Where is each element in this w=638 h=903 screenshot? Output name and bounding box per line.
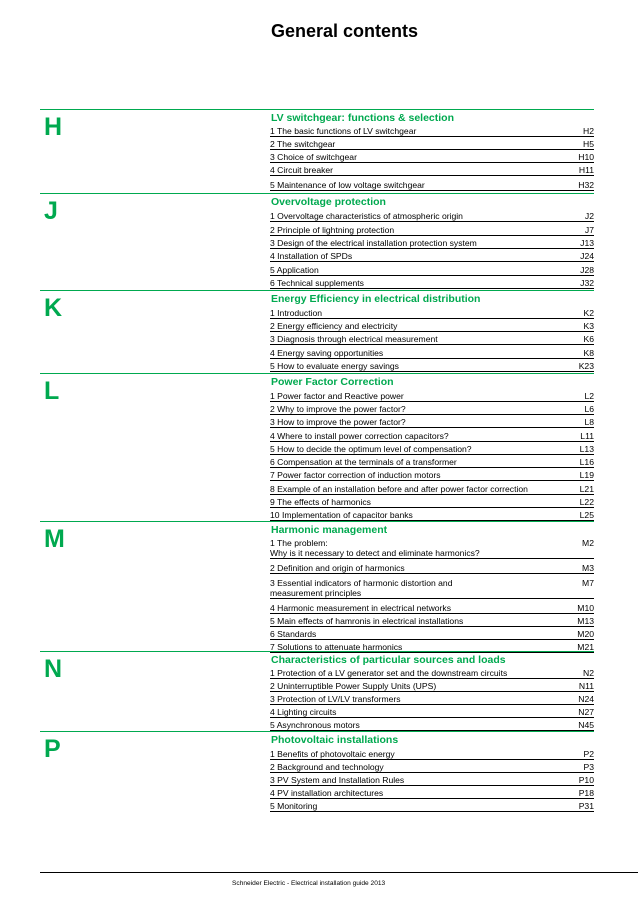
entry-title: 4 Installation of SPDs [270, 251, 353, 261]
entry-page-number: M2 [582, 538, 594, 548]
toc-entry[interactable] [270, 265, 594, 276]
toc-entry[interactable] [270, 470, 594, 481]
entry-page-number: N27 [578, 707, 594, 717]
toc-entry[interactable] [270, 444, 594, 455]
section-letter: M [44, 525, 65, 553]
toc-entry[interactable] [270, 497, 594, 508]
entry-page-number: L8 [584, 417, 594, 427]
entry-page-number: K3 [583, 321, 594, 331]
entry-title: 2 Background and technology [270, 762, 384, 772]
toc-entry[interactable] [270, 139, 594, 150]
entry-title: 5 Asynchronous motors [270, 720, 360, 730]
toc-entry[interactable] [270, 308, 594, 319]
toc-entry[interactable] [270, 180, 594, 191]
entry-page-number: J13 [580, 238, 594, 248]
toc-entry[interactable] [270, 391, 594, 402]
entry-page-number: J7 [584, 225, 594, 235]
entry-page-number: L21 [579, 484, 594, 494]
entry-title: 4 Lighting circuits [270, 707, 337, 717]
entry-title: 1 Benefits of photovoltaic energy [270, 749, 395, 759]
toc-entry[interactable] [270, 417, 594, 428]
toc-entry[interactable] [270, 788, 594, 799]
entry-title: 1 The problem: [270, 538, 328, 548]
section-title[interactable]: Overvoltage protection [271, 196, 386, 208]
entry-title: 4 Circuit breaker [270, 165, 334, 175]
entry-page-number: L19 [579, 470, 594, 480]
entry-page-number: L25 [579, 510, 594, 520]
toc-entry[interactable] [270, 165, 594, 176]
entry-page-number: J24 [580, 251, 594, 261]
entry-title: 1 Introduction [270, 308, 323, 318]
section-divider [40, 290, 594, 291]
toc-entry[interactable] [270, 707, 594, 718]
toc-entry[interactable] [270, 404, 594, 415]
entry-page-number: P10 [578, 775, 594, 785]
section-title[interactable]: Characteristics of particular sources and loads [271, 654, 506, 666]
entry-page-number: P31 [578, 801, 594, 811]
entry-title: 6 Technical supplements [270, 278, 364, 288]
entry-page-number: M7 [582, 578, 594, 588]
section-letter: N [44, 655, 63, 683]
entry-title: 3 Protection of LV/LV transformers [270, 694, 401, 704]
entry-title: 3 Design of the electrical installation protection system [270, 238, 477, 248]
entry-page-number: M21 [577, 642, 594, 652]
section-title[interactable]: Harmonic management [271, 524, 388, 536]
entry-title-continued: Why is it necessary to detect and eliminate harmonics? [270, 548, 480, 558]
toc-entry[interactable] [270, 278, 594, 289]
page-title: General contents [271, 21, 419, 41]
entry-title: 9 The effects of harmonics [270, 497, 371, 507]
toc-entry[interactable] [270, 321, 594, 332]
entry-title: 7 Solutions to attenuate harmonics [270, 642, 403, 652]
entry-title: 4 PV installation architectures [270, 788, 384, 798]
entry-title: 3 How to improve the power factor? [270, 417, 406, 427]
toc-entry[interactable] [270, 563, 594, 574]
toc-entry[interactable] [270, 720, 594, 731]
entry-title: 10 Implementation of capacitor banks [270, 510, 413, 520]
entry-page-number: L22 [579, 497, 594, 507]
footer-divider [40, 872, 638, 873]
section-divider [40, 731, 594, 732]
section-letter: J [44, 197, 58, 225]
toc-entry[interactable] [270, 681, 594, 692]
entry-title: 1 Power factor and Reactive power [270, 391, 404, 401]
entry-page-number: L2 [584, 391, 594, 401]
entry-title: 1 Overvoltage characteristics of atmospheric origin [270, 211, 463, 221]
entry-title-continued: measurement principles [270, 588, 362, 598]
entry-title: 1 The basic functions of LV switchgear [270, 126, 417, 136]
entry-title: 3 Essential indicators of harmonic distortion and [270, 578, 453, 588]
toc-entry[interactable] [270, 603, 594, 614]
entry-title: 5 Monitoring [270, 801, 318, 811]
entry-title: 2 Why to improve the power factor? [270, 404, 406, 414]
toc-entry[interactable] [270, 334, 594, 345]
entry-page-number: K6 [583, 334, 594, 344]
entry-page-number: N24 [578, 694, 594, 704]
toc-entry[interactable] [270, 775, 594, 786]
entry-title: 5 Application [270, 265, 319, 275]
entry-title: 2 Principle of lightning protection [270, 225, 395, 235]
entry-page-number: M13 [577, 616, 594, 626]
entry-title: 7 Power factor correction of induction motors [270, 470, 441, 480]
entry-page-number: K23 [578, 361, 594, 371]
toc-entry[interactable] [270, 484, 594, 495]
entry-title: 2 The switchgear [270, 139, 336, 149]
entry-page-number: H5 [583, 139, 594, 149]
entry-title: 4 Where to install power correction capacitors? [270, 431, 449, 441]
section-letter: H [44, 113, 63, 141]
entry-title: 3 PV System and Installation Rules [270, 775, 405, 785]
toc-entry[interactable] [270, 668, 594, 679]
section-divider [40, 521, 594, 522]
entry-page-number: H32 [578, 180, 594, 190]
toc-entry[interactable] [270, 457, 594, 468]
entry-page-number: P18 [578, 788, 594, 798]
section-divider [40, 651, 594, 652]
entry-title: 6 Standards [270, 629, 317, 639]
section-divider [40, 373, 594, 374]
toc-entry[interactable] [270, 152, 594, 163]
toc-entry[interactable] [270, 510, 594, 521]
entry-page-number: M20 [577, 629, 594, 639]
toc-entry[interactable] [270, 578, 594, 599]
entry-title: 2 Definition and origin of harmonics [270, 563, 405, 573]
entry-title: 5 Main effects of hamronis in electrical installations [270, 616, 464, 626]
entry-page-number: J32 [580, 278, 594, 288]
entry-page-number: H10 [578, 152, 594, 162]
entry-page-number: M10 [577, 603, 594, 613]
entry-title: 4 Energy saving opportunities [270, 348, 384, 358]
toc-entry[interactable] [270, 801, 594, 812]
entry-title: 8 Example of an installation before and after power factor correction [270, 484, 528, 494]
toc-entry[interactable] [270, 361, 594, 372]
entry-page-number: K2 [583, 308, 594, 318]
toc-entry[interactable] [270, 348, 594, 359]
entry-page-number: J2 [584, 211, 594, 221]
entry-title: 3 Choice of switchgear [270, 152, 357, 162]
entry-title: 6 Compensation at the terminals of a transformer [270, 457, 457, 467]
toc-entry[interactable] [270, 694, 594, 705]
toc-entry[interactable] [270, 749, 594, 760]
entry-page-number: P3 [583, 762, 594, 772]
entry-title: 5 Maintenance of low voltage switchgear [270, 180, 425, 190]
toc-entry[interactable] [270, 762, 594, 773]
entry-title: 3 Diagnosis through electrical measurement [270, 334, 438, 344]
entry-title: 5 How to decide the optimum level of compensation? [270, 444, 472, 454]
entry-page-number: L16 [579, 457, 594, 467]
section-letter: L [44, 377, 60, 405]
toc-entry[interactable] [270, 431, 594, 442]
entry-page-number: J28 [580, 265, 594, 275]
toc-entry[interactable] [270, 629, 594, 640]
toc-entry[interactable] [270, 538, 594, 559]
section-letter: K [44, 294, 63, 322]
entry-page-number: K8 [583, 348, 594, 358]
toc-entry[interactable] [270, 238, 594, 249]
entry-page-number: L13 [579, 444, 594, 454]
entry-title: 2 Uninterruptible Power Supply Units (UPS) [270, 681, 437, 691]
section-title[interactable]: Power Factor Correction [271, 376, 394, 388]
section-title[interactable]: Photovoltaic installations [271, 734, 399, 746]
entry-page-number: P2 [583, 749, 594, 759]
toc-entry[interactable] [270, 211, 594, 222]
entry-page-number: H11 [578, 165, 594, 175]
entry-page-number: M3 [582, 563, 594, 573]
entry-page-number: N2 [583, 668, 594, 678]
footer-text: Schneider Electric - Electrical installation guide 2013 [232, 880, 386, 887]
entry-page-number: L6 [584, 404, 594, 414]
entry-title: 5 How to evaluate energy savings [270, 361, 399, 371]
section-title[interactable]: LV switchgear: functions & selection [271, 112, 455, 124]
section-divider [40, 193, 594, 194]
toc-entry[interactable] [270, 251, 594, 262]
toc-entry[interactable] [270, 616, 594, 627]
toc-entry[interactable] [270, 225, 594, 236]
section-divider [40, 109, 594, 110]
entry-title: 1 Protection of a LV generator set and the downstream circuits [270, 668, 508, 678]
entry-page-number: H2 [583, 126, 594, 136]
section-title[interactable]: Energy Efficiency in electrical distribution [271, 293, 481, 305]
entry-title: 4 Harmonic measurement in electrical networks [270, 603, 452, 613]
entry-page-number: L11 [580, 431, 594, 441]
section-letter: P [44, 735, 61, 763]
entry-title: 2 Energy efficiency and electricity [270, 321, 398, 331]
entry-page-number: N45 [578, 720, 594, 730]
toc-entry[interactable] [270, 126, 594, 137]
entry-page-number: N11 [578, 681, 594, 691]
